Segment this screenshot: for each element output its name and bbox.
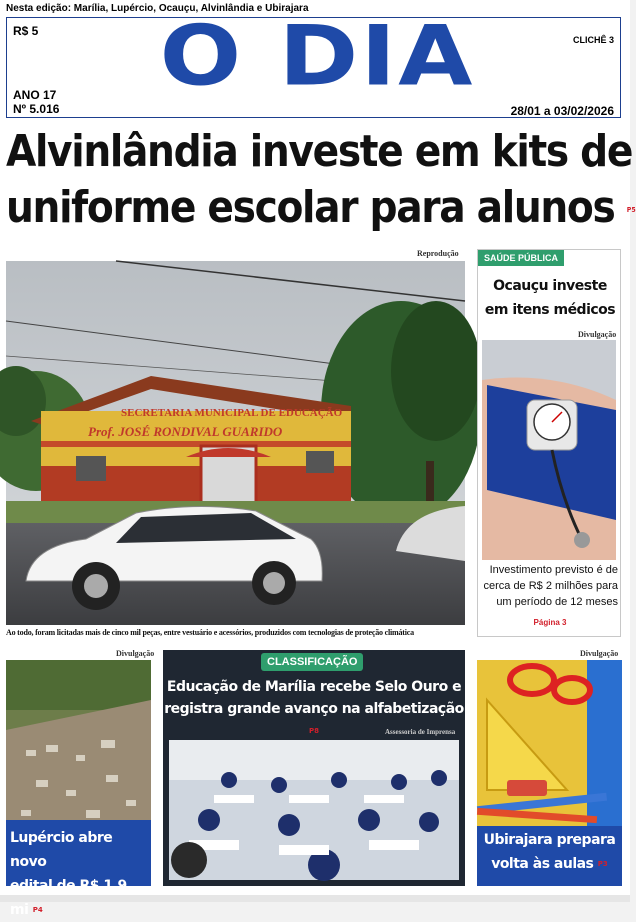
classroom-illustration: [169, 740, 459, 880]
side-photo-credit: Divulgação: [578, 330, 617, 339]
issue-year: ANO 17: [13, 88, 57, 102]
bottom-right-story[interactable]: [477, 660, 622, 886]
bottom-left-title: [10, 826, 147, 922]
side-story-text: Investimento previsto é de cerca de R$ 2 milhões para um período de 12 meses: [483, 564, 618, 608]
bottom-center-page-ref: P8: [308, 727, 319, 735]
side-story-box[interactable]: [477, 249, 621, 637]
bottom-center-credit: Assessoria de Imprensa: [385, 728, 456, 736]
headline-line-2-text: uniforme escolar para alunos: [6, 182, 615, 233]
school-building-illustration: [6, 261, 465, 625]
bottom-left-credit: Divulgação: [116, 649, 155, 658]
main-photo-credit: Reprodução: [417, 249, 459, 258]
edition-note: Nesta edição: Marília, Lupércio, Ocauçu, Alvinlândia e Ubirajara: [6, 3, 309, 14]
photo-sign-text-2: Prof. JOSÉ RONDIVAL GUARIDO: [88, 424, 283, 439]
bottom-right-title-line-2-text: volta às aulas: [491, 856, 594, 872]
bottom-right-title-line-1: Ubirajara prepara: [483, 832, 616, 848]
bottom-right-title-line-2: [481, 852, 618, 876]
side-title-line-2: em itens médicos: [484, 302, 616, 318]
side-photo-blood-pressure: [482, 340, 616, 560]
blood-pressure-illustration: [482, 340, 616, 560]
issue-number: Nº 5.016: [13, 102, 60, 116]
photo-sign-text: SECRETARIA MUNICIPAL DE EDUCAÇÃO: [121, 407, 343, 419]
bottom-left-title-line-2-text: edital de R$ 1,9 mi: [10, 878, 127, 918]
issue-info: [13, 88, 59, 116]
newspaper-logo: O DIA: [159, 7, 475, 105]
side-story-page: Página 3: [533, 618, 567, 627]
issue-dates: 28/01 a 03/02/2026: [510, 104, 614, 118]
bottom-left-title-line-1: Lupércio abre novo: [10, 830, 113, 870]
cliche-label: CLICHÊ 3: [572, 35, 614, 45]
side-story-title: [482, 274, 618, 322]
side-title-line-1: Ocauçu investe: [493, 278, 607, 294]
main-photo-caption: Ao todo, foram licitadas mais de cinco mil peças, entre vestuário e acessórios, produzidos com tecnologias de proteção climática: [6, 628, 414, 637]
page-bottom-strip: [0, 895, 630, 902]
bottom-right-page-ref: P3: [597, 860, 608, 868]
bottom-center-title-line-1: Educação de Marília recebe Selo Ouro e: [166, 679, 462, 695]
bottom-right-credit: Divulgação: [580, 649, 619, 658]
headline-line-1: Alvinlândia investe em kits de: [6, 126, 633, 177]
headline-line-2: [6, 180, 636, 238]
classification-tag: CLASSIFICAÇÃO: [261, 653, 363, 671]
side-story-tag: SAÚDE PÚBLICA: [478, 250, 564, 266]
main-photo-school[interactable]: [6, 261, 465, 625]
bottom-left-page-ref: P4: [32, 906, 43, 914]
bottom-center-story[interactable]: [163, 650, 465, 886]
bottom-left-story[interactable]: [6, 660, 151, 918]
price: R$ 5: [13, 24, 39, 38]
main-headline[interactable]: [6, 124, 636, 238]
headline-page-ref: P5: [626, 206, 636, 214]
bottom-right-title: [481, 828, 618, 876]
bottom-center-title-line-2-text: registra grande avanço na alfabetização: [164, 701, 464, 717]
